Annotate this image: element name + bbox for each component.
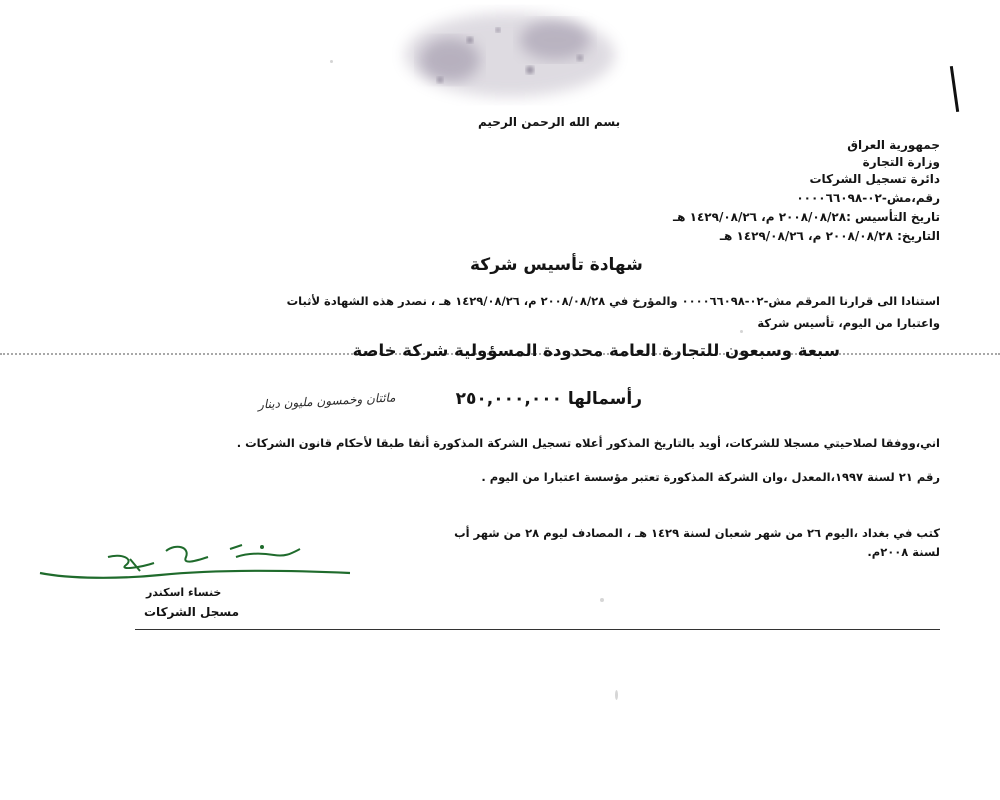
scan-speck xyxy=(740,330,743,333)
header-line-country: جمهورية العراق xyxy=(847,138,940,152)
closing-line-1: كتب في بغداد ،اليوم ٢٦ من شهر شعبان لسنة ١٤٢٩ هـ ، المصادف ليوم ٢٨ من شهر أب xyxy=(454,526,940,540)
stamp-smudge xyxy=(380,0,640,120)
basmala: بسم الله الرحمن الرحيم xyxy=(478,115,621,129)
intro-line-1: استنادا الى قرارنا المرقم مش-٠٢-٠٠٠٠٦٦٠٩٨ والمؤرخ في ٢٠٠٨/٠٨/٢٨ م، ١٤٢٩/٠٨/٢٦ هـ ، نصدر هذه الشهادة لأثبات xyxy=(286,294,940,308)
header-line-ministry: وزارة التجارة xyxy=(862,155,940,169)
header-line-department: دائرة تسجيل الشركات xyxy=(809,172,940,186)
intro-line-2: واعتبارا من اليوم، تأسيس شركة xyxy=(757,316,940,330)
signatory-name: خنساء اسكندر xyxy=(146,586,222,599)
scan-speck xyxy=(615,690,618,700)
closing-line-2: لسنة ٢٠٠٨م. xyxy=(867,545,940,559)
capital-handwritten: مائتان وخمسون مليون دينار xyxy=(257,390,396,412)
body-line-2: رقم ٢١ لسنة ١٩٩٧،المعدل ،وان الشركة المذكورة تعتبر مؤسسة اعتبارا من اليوم . xyxy=(481,470,940,484)
margin-mark xyxy=(950,66,959,112)
company-name: سبعة وسبعون للتجارة العامة محدودة المسؤولية شركة خاصة xyxy=(352,341,840,360)
header-line-founding-date: تاريخ التأسيس :٢٠٠٨/٠٨/٢٨ م، ١٤٢٩/٠٨/٢٦ هـ xyxy=(673,210,940,224)
scan-speck xyxy=(330,60,333,63)
scan-speck xyxy=(600,598,604,602)
signatory-role: مسجل الشركات xyxy=(144,605,240,619)
header-line-registration-number: رقم،مش-٠٢-٠٠٠٠٦٦٠٩٨ xyxy=(796,191,940,205)
capital-amount: رأسمالها ٢٥٠,٠٠٠,٠٠٠ xyxy=(455,389,642,409)
footer-divider xyxy=(135,629,940,630)
header-line-date: التاريخ: ٢٠٠٨/٠٨/٢٨ م، ١٤٢٩/٠٨/٢٦ هـ xyxy=(719,229,940,243)
certificate-title: شهادة تأسيس شركة xyxy=(470,255,643,275)
body-line-1: اني،ووفقا لصلاحيتي مسجلا للشركات، أويد بالتاريخ المذكور أعلاه تسجيل الشركة المذكورة أنفا طبقا لأحكام قانون الشركات . xyxy=(236,436,940,450)
